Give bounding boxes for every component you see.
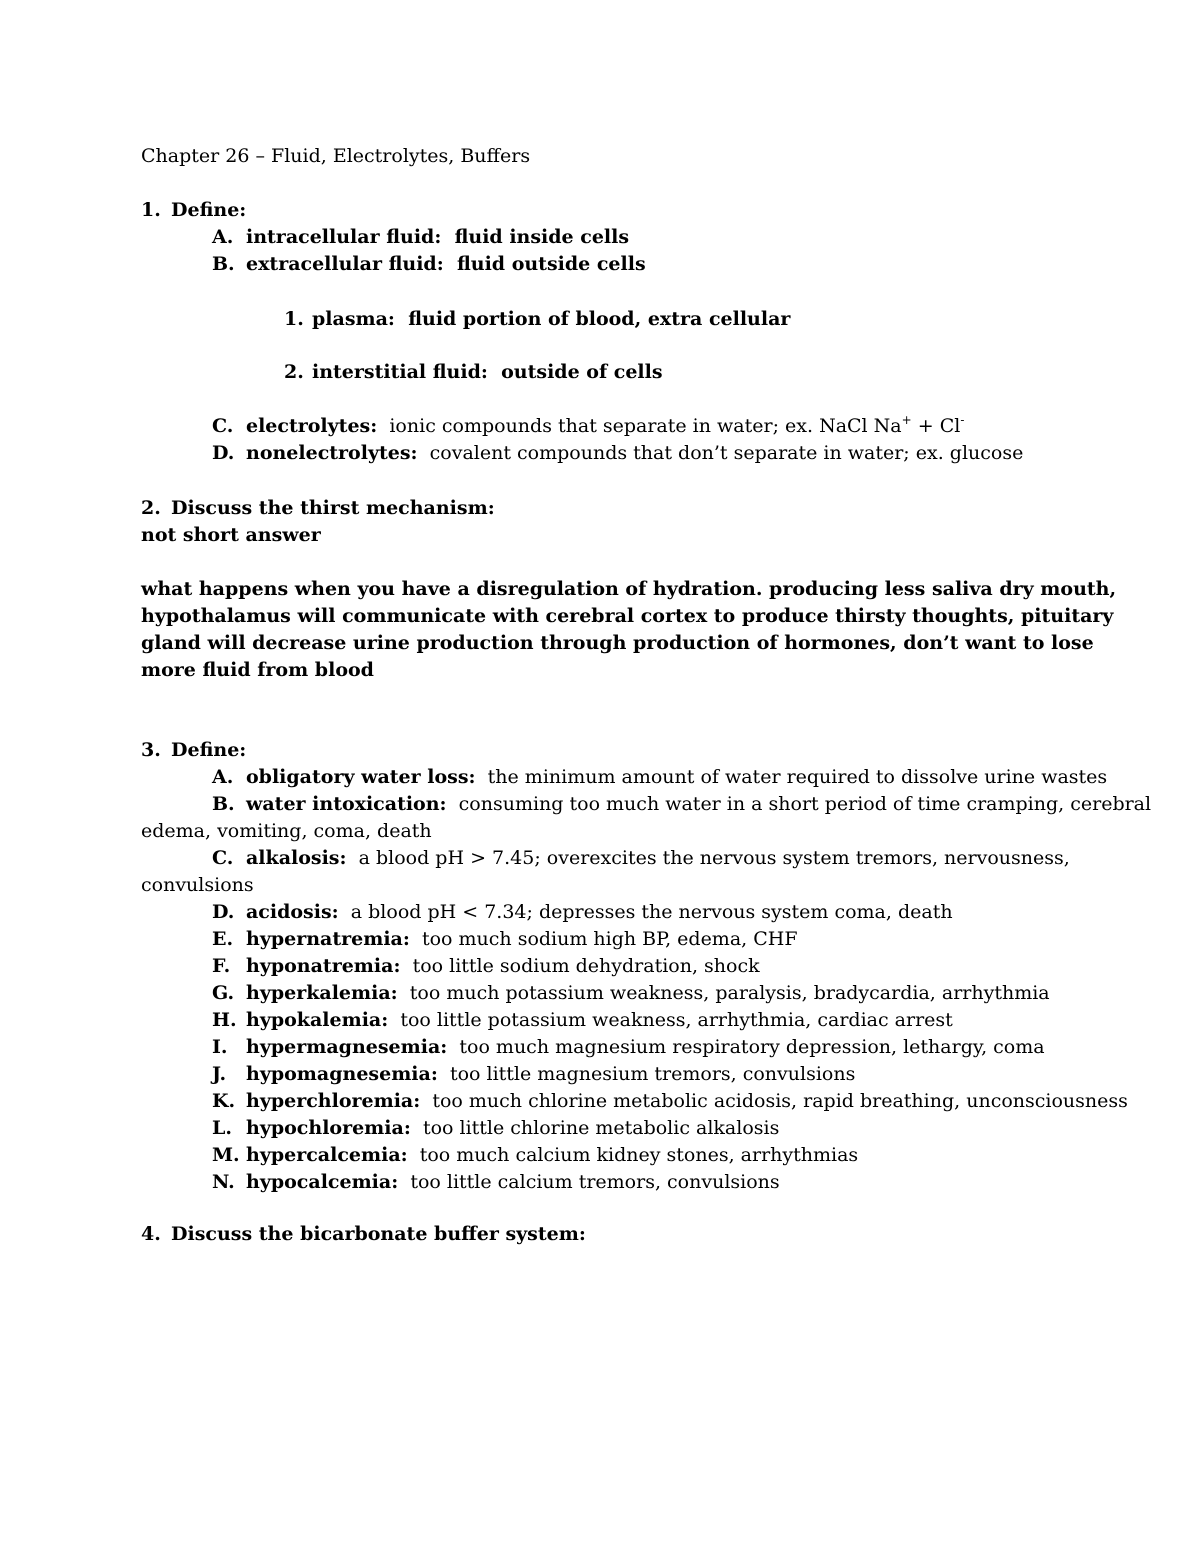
- item-term: hypercalcemia:: [246, 1144, 408, 1166]
- definition-item: [212, 1088, 1128, 1114]
- question-text: Define:: [171, 739, 247, 761]
- definition-item: [212, 1142, 858, 1168]
- sub-definition-item: [284, 306, 790, 332]
- charge-superscript: +: [901, 413, 912, 427]
- item-definition: fluid portion of blood, extra cellular: [408, 308, 791, 330]
- item-term: extracellular fluid:: [246, 253, 444, 275]
- item-definition: too little potassium weakness, arrhythmia, cardiac arrest: [400, 1009, 953, 1031]
- definition-item: [212, 413, 964, 439]
- item-term: hypomagnesemia:: [246, 1063, 438, 1085]
- item-letter: L.: [212, 1117, 232, 1139]
- item-definition-cont: + Cl: [911, 415, 961, 437]
- question-number: 1.: [141, 199, 161, 221]
- definition-item: [212, 980, 1050, 1006]
- item-letter: C.: [212, 847, 234, 869]
- definition-item: [212, 1034, 1045, 1060]
- definition-continuation: edema, vomiting, coma, death: [141, 820, 432, 842]
- definition-item: [212, 791, 1151, 817]
- page-title: Chapter 26 – Fluid, Electrolytes, Buffers: [141, 145, 531, 167]
- item-letter: I.: [212, 1036, 228, 1058]
- item-term: hypermagnesemia:: [246, 1036, 448, 1058]
- item-letter: H.: [212, 1009, 237, 1031]
- item-number: 1.: [284, 308, 304, 330]
- question-1-heading: [141, 197, 246, 223]
- item-term: plasma:: [312, 308, 395, 330]
- question-3-heading: [141, 737, 246, 763]
- item-definition: too much calcium kidney stones, arrhythmias: [419, 1144, 859, 1166]
- item-definition: consuming too much water in a short period of time cramping, cerebral: [458, 793, 1152, 815]
- item-definition: too much potassium weakness, paralysis, bradycardia, arrhythmia: [409, 982, 1050, 1004]
- item-term: hyperkalemia:: [246, 982, 398, 1004]
- item-letter: B.: [212, 253, 235, 275]
- item-term: intracellular fluid:: [246, 226, 442, 248]
- item-letter: M.: [212, 1144, 240, 1166]
- item-letter: D.: [212, 901, 235, 923]
- item-definition: too much chlorine metabolic acidosis, rapid breathing, unconsciousness: [432, 1090, 1128, 1112]
- item-letter: A.: [212, 766, 234, 788]
- item-definition: too little magnesium tremors, convulsions: [449, 1063, 856, 1085]
- definition-item: [212, 953, 760, 979]
- item-term: alkalosis:: [246, 847, 347, 869]
- question-number: 2.: [141, 497, 161, 519]
- item-definition: a blood pH > 7.45; overexcites the nervous system tremors, nervousness,: [358, 847, 1070, 869]
- question-number: 3.: [141, 739, 161, 761]
- item-letter: G.: [212, 982, 235, 1004]
- definition-item: [212, 845, 1070, 871]
- item-term: hypernatremia:: [246, 928, 410, 950]
- sub-definition-item: [284, 359, 663, 385]
- item-definition: too little sodium dehydration, shock: [412, 955, 760, 977]
- definition-item: [212, 1169, 780, 1195]
- item-letter: B.: [212, 793, 235, 815]
- definition-item: [212, 224, 629, 250]
- item-term: hypochloremia:: [246, 1117, 411, 1139]
- question-text: Discuss the bicarbonate buffer system:: [171, 1223, 586, 1245]
- item-number: 2.: [284, 361, 304, 383]
- definition-item: [212, 926, 798, 952]
- question-text: Define:: [171, 199, 247, 221]
- question-number: 4.: [141, 1223, 161, 1245]
- question-text: Discuss the thirst mechanism:: [171, 497, 495, 519]
- definition-item: [212, 1061, 855, 1087]
- item-term: obligatory water loss:: [246, 766, 476, 788]
- item-definition: fluid outside cells: [456, 253, 646, 275]
- item-letter: A.: [212, 226, 234, 248]
- item-term: interstitial fluid:: [312, 361, 488, 383]
- item-term: hyponatremia:: [246, 955, 401, 977]
- item-term: hyperchloremia:: [246, 1090, 421, 1112]
- definition-continuation: convulsions: [141, 874, 254, 896]
- item-letter: J.: [212, 1063, 227, 1085]
- question-4-heading: [141, 1221, 586, 1247]
- question-2-heading: [141, 495, 495, 521]
- definition-item: [212, 251, 646, 277]
- item-letter: D.: [212, 442, 235, 464]
- item-definition: ionic compounds that separate in water; ex. NaCl Na: [389, 415, 902, 437]
- item-letter: E.: [212, 928, 234, 950]
- definition-item: [212, 440, 1023, 466]
- definition-item: [212, 764, 1107, 790]
- item-definition: too little calcium tremors, convulsions: [410, 1171, 780, 1193]
- answer-note: not short answer: [141, 524, 321, 546]
- item-definition: covalent compounds that don’t separate in water; ex. glucose: [429, 442, 1024, 464]
- item-letter: N.: [212, 1171, 235, 1193]
- item-term: hypocalcemia:: [246, 1171, 399, 1193]
- item-letter: F.: [212, 955, 231, 977]
- item-definition: too little chlorine metabolic alkalosis: [422, 1117, 780, 1139]
- item-letter: C.: [212, 415, 234, 437]
- item-term: acidosis:: [246, 901, 339, 923]
- item-letter: K.: [212, 1090, 236, 1112]
- item-definition: the minimum amount of water required to dissolve urine wastes: [487, 766, 1108, 788]
- item-definition: outside of cells: [501, 361, 663, 383]
- item-term: hypokalemia:: [246, 1009, 389, 1031]
- item-definition: too much sodium high BP, edema, CHF: [421, 928, 798, 950]
- definition-item: [212, 899, 953, 925]
- item-definition: a blood pH < 7.34; depresses the nervous system coma, death: [350, 901, 953, 923]
- item-term: nonelectrolytes:: [246, 442, 418, 464]
- item-definition: too much magnesium respiratory depression, lethargy, coma: [459, 1036, 1045, 1058]
- definition-item: [212, 1115, 779, 1141]
- definition-item: [212, 1007, 953, 1033]
- item-term: water intoxication:: [246, 793, 447, 815]
- answer-paragraph: what happens when you have a disregulation of hydration. producing less saliva dry mouth, hypothalamus will communicate with cerebral cortex to produce thirsty thoughts, pituitary gland will decrease urine production through production of hormones, don’t want to lose more fluid from blood: [141, 578, 1117, 681]
- item-term: electrolytes:: [246, 415, 378, 437]
- item-definition: fluid inside cells: [454, 226, 630, 248]
- charge-superscript: -: [960, 413, 965, 427]
